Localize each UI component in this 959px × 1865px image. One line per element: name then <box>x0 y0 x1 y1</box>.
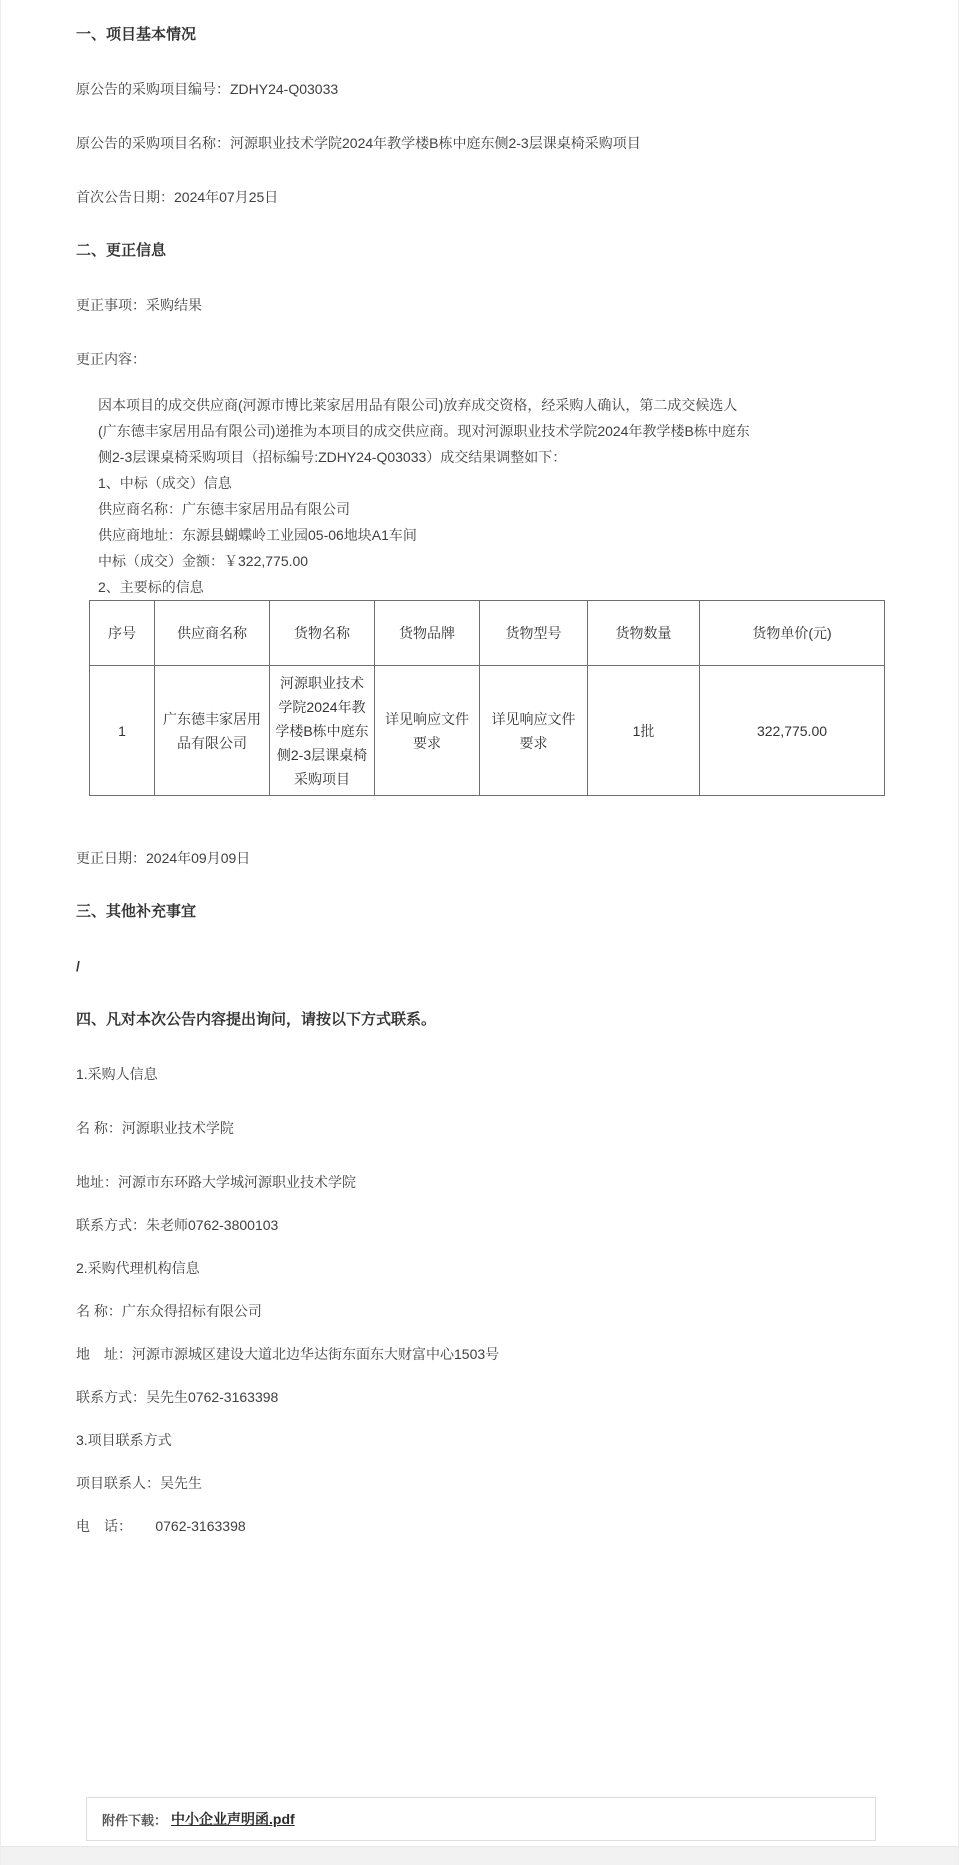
col-header-model: 货物型号 <box>480 601 588 666</box>
section3-heading: 三、其他补充事宜 <box>76 903 197 920</box>
agency-address: 地 址：河源市源城区建设大道北边华达街东面东大财富中心1503号 <box>76 1346 500 1362</box>
project-phone: 电 话： 0762-3163398 <box>76 1518 246 1534</box>
attachment-download-box <box>86 1797 876 1841</box>
project-contact-title: 3.项目联系方式 <box>76 1432 172 1448</box>
table-row <box>90 666 885 796</box>
cell-supplier: 广东德丰家居用品有限公司 <box>155 666 270 796</box>
first-announce-date: 首次公告日期：2024年07月25日 <box>76 189 279 205</box>
original-project-name: 原公告的采购项目名称：河源职业技术学院2024年教学楼B栋中庭东侧2-3层课桌椅采购项目 <box>76 135 641 151</box>
cell-brand: 详见响应文件要求 <box>375 666 480 796</box>
attachment-file-link[interactable]: 中小企业声明函.pdf <box>171 1811 295 1827</box>
buyer-info-title: 1.采购人信息 <box>76 1066 158 1082</box>
original-project-code: 原公告的采购项目编号：ZDHY24-Q03033 <box>76 81 339 97</box>
col-header-seq: 序号 <box>90 601 155 666</box>
col-header-brand: 货物品牌 <box>375 601 480 666</box>
subject-info-title: 2、主要标的信息 <box>98 579 204 595</box>
correction-paragraph: 因本项目的成交供应商(河源市博比莱家居用品有限公司)放弃成交资格，经采购人确认，第二成交候选人(广东德丰家居用品有限公司)递推为本项目的成交供应商。现对河源职业技术学院2024年教学楼B栋中庭东侧2-3层课桌椅采购项目（招标编号:ZDHY24-Q03033）成交结果调整如下： <box>98 397 750 465</box>
table-header-row <box>90 601 885 666</box>
buyer-contact: 联系方式：朱老师0762-3800103 <box>76 1217 279 1233</box>
award-info-title: 1、中标（成交）信息 <box>98 475 232 491</box>
section2-heading: 二、更正信息 <box>76 242 167 259</box>
col-header-quantity: 货物数量 <box>588 601 700 666</box>
award-amount-line: 中标（成交）金额：￥322,775.00 <box>98 553 309 569</box>
project-contact-person: 项目联系人：吴先生 <box>76 1475 202 1491</box>
correction-content-block <box>98 392 753 600</box>
col-header-goods-name: 货物名称 <box>270 601 375 666</box>
buyer-name: 名 称：河源职业技术学院 <box>76 1120 234 1136</box>
attachment-label: 附件下载： <box>102 1812 168 1828</box>
correction-content-label: 更正内容： <box>76 351 146 367</box>
col-header-unit-price: 货物单价(元) <box>700 601 885 666</box>
cell-model: 详见响应文件要求 <box>480 666 588 796</box>
correction-item: 更正事项：采购结果 <box>76 297 202 313</box>
cell-seq: 1 <box>90 666 155 796</box>
section4-heading: 四、凡对本次公告内容提出询问，请按以下方式联系。 <box>76 1011 437 1028</box>
supplier-name-line: 供应商名称：广东德丰家居用品有限公司 <box>98 501 350 517</box>
section3-content: / <box>76 958 80 974</box>
goods-info-table <box>89 600 885 796</box>
section1-heading: 一、项目基本情况 <box>76 26 197 43</box>
agency-contact: 联系方式：吴先生0762-3163398 <box>76 1389 279 1405</box>
col-header-supplier: 供应商名称 <box>155 601 270 666</box>
correction-date: 更正日期：2024年09月09日 <box>76 850 251 866</box>
cell-quantity: 1批 <box>588 666 700 796</box>
agency-name: 名 称：广东众得招标有限公司 <box>76 1303 262 1319</box>
buyer-address: 地址：河源市东环路大学城河源职业技术学院 <box>76 1174 356 1190</box>
agency-info-title: 2.采购代理机构信息 <box>76 1260 200 1276</box>
cell-unit-price: 322,775.00 <box>700 666 885 796</box>
supplier-address-line: 供应商地址：东源县蝴蝶岭工业园05-06地块A1车间 <box>98 527 417 543</box>
footer-strip <box>1 1846 958 1865</box>
cell-goods-name: 河源职业技术学院2024年教学楼B栋中庭东侧2-3层课桌椅采购项目 <box>270 666 375 796</box>
